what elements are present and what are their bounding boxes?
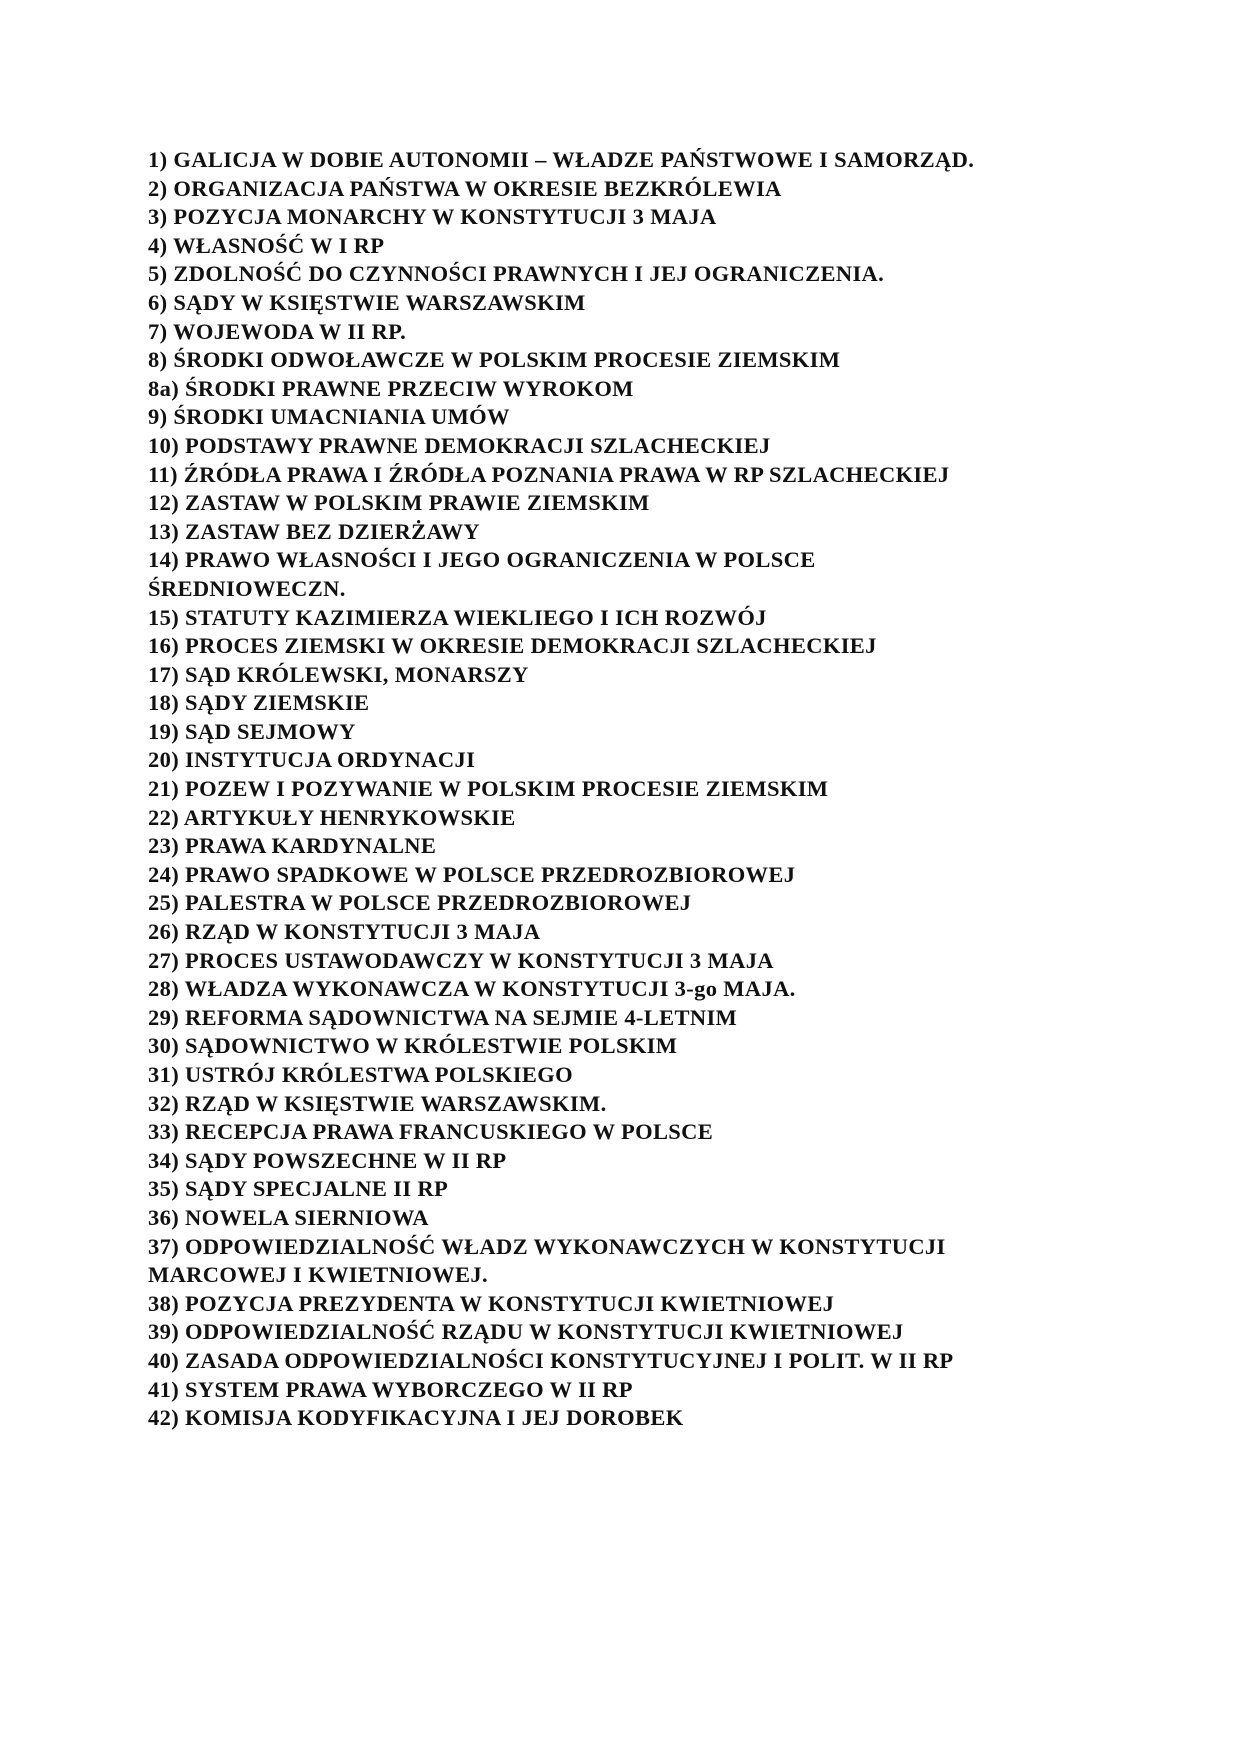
list-item <box>148 318 1148 347</box>
list-item <box>148 775 1148 804</box>
list-item <box>148 232 1148 261</box>
list-item <box>148 175 1148 204</box>
list-item <box>148 1118 1148 1147</box>
list-item-text: 14) PRAWO WŁASNOŚCI I JEGO OGRANICZENIA W POLSCE <box>148 547 816 573</box>
list-item <box>148 832 1148 861</box>
list-item <box>148 1061 1148 1090</box>
list-item-text: 33) RECEPCJA PRAWA FRANCUSKIEGO W POLSCE <box>148 1119 714 1145</box>
list-item-text: 21) POZEW I POZYWANIE W POLSKIM PROCESIE ZIEMSKIM <box>148 776 829 802</box>
list-item <box>148 375 1148 404</box>
list-item-text: 27) PROCES USTAWODAWCZY W KONSTYTUCJI 3 MAJA <box>148 947 774 973</box>
list-item-text: 31) USTRÓJ KRÓLESTWA POLSKIEGO <box>148 1062 573 1087</box>
list-item <box>148 889 1148 918</box>
list-item <box>148 518 1148 547</box>
list-item-text: 18) SĄDY ZIEMSKIE <box>148 690 370 716</box>
list-item <box>148 346 1148 375</box>
list-item-text: 8) ŚRODKI ODWOŁAWCZE W POLSKIM PROCESIE ZIEMSKIM <box>148 347 841 373</box>
list-item <box>148 1032 1148 1061</box>
list-item <box>148 1233 1148 1290</box>
list-item <box>148 661 1148 690</box>
list-item <box>148 746 1148 775</box>
list-item <box>148 546 1148 603</box>
list-item-text: 5) ZDOLNOŚĆ DO CZYNNOŚCI PRAWNYCH I JEJ OGRANICZENIA. <box>148 261 885 287</box>
list-item-text: 12) ZASTAW W POLSKIM PRAWIE ZIEMSKIM <box>148 490 650 516</box>
list-item-text: 9) ŚRODKI UMACNIANIA UMÓW <box>148 404 510 430</box>
list-item-text: 11) ŹRÓDŁA PRAWA I ŹRÓDŁA POZNANIA PRAWA W RP SZLACHECKIEJ <box>148 461 950 487</box>
list-item <box>148 1204 1148 1233</box>
list-item-text: 1) GALICJA W DOBIE AUTONOMII – WŁADZE PAŃSTWOWE I SAMORZĄD. <box>148 147 975 172</box>
list-item-text: 19) SĄD SEJMOWY <box>148 718 356 744</box>
list-item <box>148 403 1148 432</box>
list-item <box>148 1175 1148 1204</box>
list-item-text: 32) RZĄD W KSIĘSTWIE WARSZAWSKIM. <box>148 1090 607 1116</box>
list-item <box>148 861 1148 890</box>
list-item-text: 17) SĄD KRÓLEWSKI, MONARSZY <box>148 661 529 687</box>
list-item <box>148 1090 1148 1119</box>
list-item-text: 20) INSTYTUCJA ORDYNACJI <box>148 747 476 773</box>
list-item <box>148 489 1148 518</box>
list-item-text: 15) STATUTY KAZIMIERZA WIEKLIEGO I ICH ROZWÓJ <box>148 604 767 630</box>
list-item-text: 8a) ŚRODKI PRAWNE PRZECIW WYROKOM <box>148 375 634 401</box>
list-item-text: 25) PALESTRA W POLSCE PRZEDROZBIOROWEJ <box>148 890 692 916</box>
list-item-continuation: ŚREDNIOWECZN. <box>148 575 346 601</box>
list-item <box>148 146 1148 175</box>
list-item <box>148 1290 1148 1319</box>
list-item <box>148 461 1148 490</box>
list-item-text: 16) PROCES ZIEMSKI W OKRESIE DEMOKRACJI SZLACHECKIEJ <box>148 633 877 659</box>
list-item-text: 4) WŁASNOŚĆ W I RP <box>148 232 385 258</box>
list-item-continuation: MARCOWEJ I KWIETNIOWEJ. <box>148 1262 488 1288</box>
list-item <box>148 1147 1148 1176</box>
list-item-text: 10) PODSTAWY PRAWNE DEMOKRACJI SZLACHECKIEJ <box>148 432 771 458</box>
list-item-text: 40) ZASADA ODPOWIEDZIALNOŚCI KONSTYTUCYJNEJ I POLIT. W II RP <box>148 1347 954 1373</box>
list-item-text: 26) RZĄD W KONSTYTUCJI 3 MAJA <box>148 919 541 945</box>
list-item-text: 28) WŁADZA WYKONAWCZA W KONSTYTUCJI 3-go MAJA. <box>148 976 796 1002</box>
list-item <box>148 1318 1148 1347</box>
list-item <box>148 1404 1148 1433</box>
list-item <box>148 918 1148 947</box>
list-item-text: 36) NOWELA SIERNIOWA <box>148 1204 429 1230</box>
list-item-text: 29) REFORMA SĄDOWNICTWA NA SEJMIE 4-LETNIM <box>148 1004 738 1030</box>
list-item <box>148 604 1148 633</box>
list-item-text: 34) SĄDY POWSZECHNE W II RP <box>148 1147 507 1173</box>
list-item <box>148 632 1148 661</box>
list-item-text: 3) POZYCJA MONARCHY W KONSTYTUCJI 3 MAJA <box>148 204 717 230</box>
list-item-text: 6) SĄDY W KSIĘSTWIE WARSZAWSKIM <box>148 289 586 315</box>
list-item-text: 24) PRAWO SPADKOWE W POLSCE PRZEDROZBIOROWEJ <box>148 861 796 887</box>
list-item-text: 23) PRAWA KARDYNALNE <box>148 833 437 859</box>
list-item-text: 7) WOJEWODA W II RP. <box>148 318 407 344</box>
list-item <box>148 975 1148 1004</box>
list-item <box>148 289 1148 318</box>
list-item-text: 30) SĄDOWNICTWO W KRÓLESTWIE POLSKIM <box>148 1033 678 1059</box>
list-item <box>148 804 1148 833</box>
list-item <box>148 203 1148 232</box>
list-item-text: 22) ARTYKUŁY HENRYKOWSKIE <box>148 804 516 830</box>
list-item <box>148 1004 1148 1033</box>
list-item-text: 2) ORGANIZACJA PAŃSTWA W OKRESIE BEZKRÓLEWIA <box>148 175 782 201</box>
list-item-text: 35) SĄDY SPECJALNE II RP <box>148 1176 449 1202</box>
list-item-text: 37) ODPOWIEDZIALNOŚĆ WŁADZ WYKONAWCZYCH W KONSTYTUCJI <box>148 1233 946 1259</box>
list-item-text: 38) POZYCJA PREZYDENTA W KONSTYTUCJI KWIETNIOWEJ <box>148 1290 835 1316</box>
list-item <box>148 1347 1148 1376</box>
list-item-text: 41) SYSTEM PRAWA WYBORCZEGO W II RP <box>148 1376 633 1402</box>
topic-list <box>148 146 1148 1433</box>
list-item <box>148 432 1148 461</box>
list-item <box>148 260 1148 289</box>
list-item <box>148 718 1148 747</box>
list-item <box>148 947 1148 976</box>
list-item <box>148 689 1148 718</box>
list-item-text: 42) KOMISJA KODYFIKACYJNA I JEJ DOROBEK <box>148 1405 684 1431</box>
list-item-text: 39) ODPOWIEDZIALNOŚĆ RZĄDU W KONSTYTUCJI KWIETNIOWEJ <box>148 1319 904 1345</box>
list-item <box>148 1376 1148 1405</box>
list-item-text: 13) ZASTAW BEZ DZIERŻAWY <box>148 518 481 544</box>
